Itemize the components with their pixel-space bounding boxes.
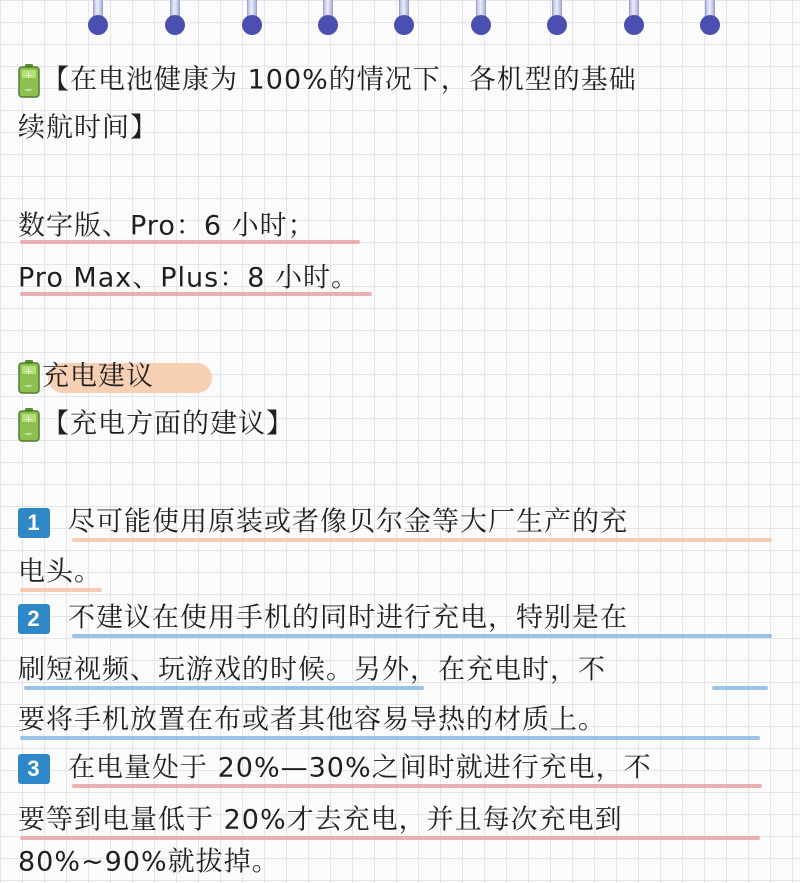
spiral-ring <box>323 0 333 30</box>
tip-2-cont2: 要将手机放置在布或者其他容易导热的材质上。 <box>18 704 606 736</box>
charging-advice-subheading: + − 【充电方面的建议】 <box>18 404 294 444</box>
tip-2: 2 不建议在使用手机的同时进行充电，特别是在 <box>18 598 628 638</box>
battery-life-promax-plus: Pro Max、Plus：8 小时。 <box>18 262 359 294</box>
charging-advice-title: + − 充电建议 <box>18 356 154 396</box>
number-badge: 2 <box>18 604 50 634</box>
battery-icon <box>18 408 40 442</box>
svg-text:+: + <box>24 414 34 425</box>
spiral-ring <box>93 0 103 30</box>
svg-text:+: + <box>24 366 34 377</box>
spiral-ring <box>552 0 562 30</box>
svg-text:+: + <box>24 70 34 81</box>
tip-3-cont2: 80%~90%就拔掉。 <box>18 846 280 878</box>
svg-text:−: − <box>24 428 34 440</box>
spiral-ring <box>399 0 409 30</box>
spiral-ring <box>476 0 486 30</box>
spiral-ring <box>629 0 639 30</box>
battery-life-digital-pro: 数字版、Pro：6 小时； <box>18 210 316 242</box>
heading-continuation: 续航时间】 <box>18 112 158 144</box>
svg-text:−: − <box>24 84 34 96</box>
tip-1: 1 尽可能使用原装或者像贝尔金等大厂生产的充 <box>18 502 628 542</box>
number-badge: 3 <box>18 754 50 784</box>
tip-3-cont: 要等到电量低于 20%才去充电，并且每次充电到 <box>18 804 623 836</box>
number-badge: 1 <box>18 508 50 538</box>
battery-icon <box>18 64 40 98</box>
tip-3: 3 在电量处于 20%—30%之间时就进行充电，不 <box>18 748 652 788</box>
underline-decoration <box>712 686 768 690</box>
spiral-ring <box>705 0 715 30</box>
battery-life-heading <box>18 60 637 100</box>
spiral-ring <box>247 0 257 30</box>
tip-1-cont: 电头。 <box>18 556 102 588</box>
tip-2-cont: 刷短视频、玩游戏的时候。另外，在充电时，不 <box>18 654 606 686</box>
battery-icon <box>18 360 40 394</box>
svg-text:−: − <box>24 380 34 392</box>
heading-text: 【在电池健康为 100%的情况下，各机型的基础 <box>42 64 637 96</box>
spiral-ring <box>170 0 180 30</box>
